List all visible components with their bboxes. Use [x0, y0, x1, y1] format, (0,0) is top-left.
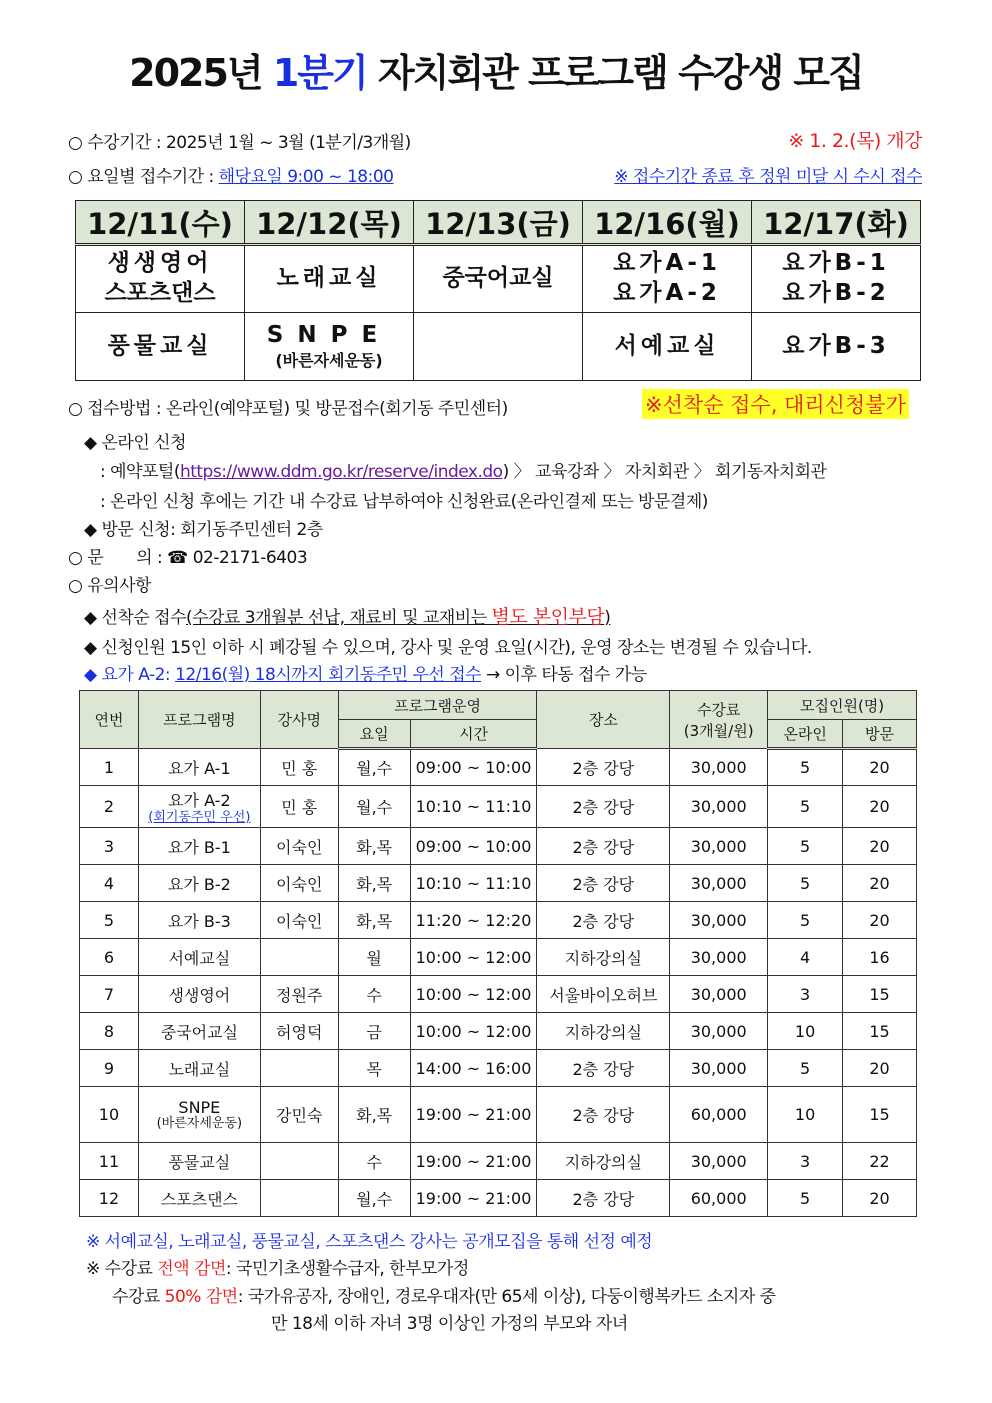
program-name-text: 요가 A-1 — [168, 758, 231, 778]
program-name-text: 스포츠댄스 — [160, 1189, 238, 1209]
day: 금 — [338, 1013, 410, 1050]
fee: 30,000 — [670, 902, 768, 939]
header-capacity: 모집인원(명) — [768, 691, 917, 720]
instructor: 이숙인 — [260, 828, 338, 865]
visit-capacity: 20 — [843, 786, 917, 828]
program-name — [138, 749, 260, 786]
schedule-cell: 중국어교실 — [414, 245, 583, 313]
program-name — [138, 902, 260, 939]
row-number: 4 — [80, 865, 139, 902]
instructor: 정원주 — [260, 976, 338, 1013]
schedule-cell — [414, 313, 583, 381]
program-name-text: 요가 B-3 — [167, 911, 231, 931]
time: 09:00 ~ 10:00 — [410, 828, 537, 865]
note-1-prefix: ◆ 선착순 접수 — [84, 608, 186, 628]
online-capacity: 3 — [768, 1143, 843, 1180]
program-name — [138, 1050, 260, 1087]
online-capacity: 5 — [768, 749, 843, 786]
time: 19:00 ~ 21:00 — [410, 1143, 537, 1180]
schedule-item-sub: (바른자세운동) — [275, 351, 383, 371]
program-name-text: 노래교실 — [168, 1059, 231, 1079]
f3-suffix: : 국가유공자, 장애인, 경로우대자(만 65세 이상), 다둥이행복카드 소지자 중 — [237, 1287, 776, 1307]
time: 19:00 ~ 21:00 — [410, 1087, 537, 1143]
day: 월,수 — [338, 786, 410, 828]
header-instructor: 강사명 — [260, 691, 338, 749]
program-name — [138, 939, 260, 976]
fee: 30,000 — [670, 1013, 768, 1050]
note-3-prefix: ◆ 요가 A-2: — [84, 665, 176, 685]
schedule-item: 요가A-1 — [613, 250, 721, 277]
place: 2층 강당 — [537, 902, 670, 939]
online-capacity: 10 — [768, 1013, 843, 1050]
row-number: 3 — [80, 828, 139, 865]
instructor — [260, 939, 338, 976]
time: 14:00 ~ 16:00 — [410, 1050, 537, 1087]
row-number: 9 — [80, 1050, 139, 1087]
reception-note: ※ 접수기간 종료 후 정원 미달 시 수시 접수 — [614, 167, 922, 187]
row-number: 12 — [80, 1180, 139, 1217]
footer-note-1: ※ 서예교실, 노래교실, 풍물교실, 스포츠댄스 강사는 공개모집을 통해 선정 예정 — [86, 1232, 653, 1252]
reception-value: 해당요일 9:00 ~ 18:00 — [218, 167, 394, 187]
schedule-cell — [76, 245, 245, 313]
program-name — [138, 828, 260, 865]
fee: 30,000 — [670, 1050, 768, 1087]
visit-capacity: 16 — [843, 939, 917, 976]
time: 10:00 ~ 12:00 — [410, 976, 537, 1013]
row-number: 10 — [80, 1087, 139, 1143]
instructor: 강민숙 — [260, 1087, 338, 1143]
f3-prefix: 수강료 — [112, 1287, 165, 1307]
visit-capacity: 15 — [843, 976, 917, 1013]
schedule-cell — [245, 313, 414, 381]
time: 11:20 ~ 12:20 — [410, 902, 537, 939]
place: 2층 강당 — [537, 1180, 670, 1217]
visit-capacity: 20 — [843, 1050, 917, 1087]
course-period: ○ 수강기간 : 2025년 1월 ~ 3월 (1분기/3개월) — [68, 133, 411, 153]
note-1-underlined — [186, 608, 610, 628]
f2-suffix: : 국민기초생활수급자, 한부모가정 — [225, 1259, 469, 1279]
place: 2층 강당 — [537, 786, 670, 828]
online-capacity: 5 — [768, 1050, 843, 1087]
row-number: 5 — [80, 902, 139, 939]
row-number: 2 — [80, 786, 139, 828]
visit-capacity: 15 — [843, 1013, 917, 1050]
schedule-table — [75, 200, 921, 381]
place: 2층 강당 — [537, 1050, 670, 1087]
time: 10:10 ~ 11:10 — [410, 786, 537, 828]
visit-capacity: 20 — [843, 749, 917, 786]
instructor: 허영덕 — [260, 1013, 338, 1050]
portal-line — [100, 457, 826, 482]
time: 10:00 ~ 12:00 — [410, 939, 537, 976]
footer-note-2 — [86, 1254, 469, 1279]
instructor: 이숙인 — [260, 902, 338, 939]
title-quarter: 1분기 — [272, 51, 367, 95]
fee: 30,000 — [670, 1143, 768, 1180]
instructor — [260, 1143, 338, 1180]
program-name-sub: (바른자세운동) — [156, 1115, 243, 1131]
reception-period — [68, 162, 393, 187]
program-name — [138, 976, 260, 1013]
time: 19:00 ~ 21:00 — [410, 1180, 537, 1217]
day: 화,목 — [338, 1087, 410, 1143]
schedule-item: 요가A-2 — [613, 280, 721, 306]
header-visit: 방문 — [843, 720, 917, 749]
instructor: 민 홍 — [260, 786, 338, 828]
fee: 60,000 — [670, 1180, 768, 1217]
schedule-cell — [583, 245, 752, 313]
fee: 30,000 — [670, 828, 768, 865]
visit-capacity: 20 — [843, 828, 917, 865]
schedule-item: 스포츠댄스 — [104, 280, 216, 306]
program-name — [138, 786, 260, 828]
schedule-item: 요가B-1 — [782, 250, 890, 277]
visit-application: ◆ 방문 신청: 회기동주민센터 2층 — [84, 520, 323, 540]
table-row — [80, 976, 917, 1013]
fee: 30,000 — [670, 786, 768, 828]
header-fee-sub: (3개월/원) — [683, 721, 754, 740]
schedule-header: 12/17(화) — [752, 201, 921, 245]
place: 지하강의실 — [537, 939, 670, 976]
portal-prefix: : 예약포털( — [100, 462, 180, 482]
f2-red: 전액 감면 — [157, 1259, 226, 1279]
table-row — [80, 749, 917, 786]
table-row — [80, 828, 917, 865]
fee: 30,000 — [670, 976, 768, 1013]
table-row — [80, 865, 917, 902]
day: 화,목 — [338, 828, 410, 865]
program-name-text: SNPE — [178, 1097, 221, 1117]
time: 10:10 ~ 11:10 — [410, 865, 537, 902]
online-capacity: 5 — [768, 865, 843, 902]
row-number: 6 — [80, 939, 139, 976]
note-2: ◆ 신청인원 15인 이하 시 폐강될 수 있으며, 강사 및 운영 요일(시간), 운영 장소는 변경될 수 있습니다. — [84, 638, 812, 658]
program-name — [138, 1180, 260, 1217]
table-row — [80, 1180, 917, 1217]
day: 수 — [338, 1143, 410, 1180]
note-1-text: (수강료 3개월분 선납, 재료비 및 교재비는 — [186, 608, 492, 628]
schedule-header: 12/16(월) — [583, 201, 752, 245]
header-day: 요일 — [338, 720, 410, 749]
schedule-item: 생생영어 — [107, 250, 213, 277]
title-rest: 자치회관 프로그램 수강생 모집 — [366, 51, 863, 95]
program-table — [79, 690, 917, 1217]
program-name-text: 풍물교실 — [168, 1152, 231, 1172]
online-capacity: 5 — [768, 1180, 843, 1217]
place: 지하강의실 — [537, 1143, 670, 1180]
header-place: 장소 — [537, 691, 670, 749]
program-name — [138, 865, 260, 902]
header-time: 시간 — [410, 720, 537, 749]
row-number: 7 — [80, 976, 139, 1013]
contact — [68, 543, 307, 568]
fee: 30,000 — [670, 865, 768, 902]
online-capacity: 3 — [768, 976, 843, 1013]
schedule-cell: 풍물교실 — [76, 313, 245, 381]
note-1-end: ) — [604, 608, 611, 628]
online-capacity: 5 — [768, 828, 843, 865]
time: 09:00 ~ 10:00 — [410, 749, 537, 786]
program-name — [138, 1013, 260, 1050]
f2-prefix: ※ 수강료 — [86, 1259, 158, 1279]
program-name-text: 생생영어 — [168, 985, 231, 1005]
program-name — [138, 1087, 260, 1143]
header-no: 연번 — [80, 691, 139, 749]
f3-red: 50% 감면 — [164, 1287, 238, 1307]
table-row — [80, 939, 917, 976]
note-3-underlined: 12/16(월) 18시까지 회기동주민 우선 접수 — [175, 665, 482, 685]
first-come-notice: ※선착순 접수, 대리신청불가 — [642, 389, 909, 419]
row-number: 8 — [80, 1013, 139, 1050]
title-year: 2025년 — [129, 51, 273, 95]
online-capacity: 5 — [768, 902, 843, 939]
day: 수 — [338, 976, 410, 1013]
place: 서울바이오허브 — [537, 976, 670, 1013]
place: 2층 강당 — [537, 1087, 670, 1143]
footer-note-4: 만 18세 이하 자녀 3명 이상인 가정의 부모와 자녀 — [271, 1314, 628, 1334]
online-capacity: 10 — [768, 1087, 843, 1143]
place: 지하강의실 — [537, 1013, 670, 1050]
program-name-text: 요가 A-2 — [168, 790, 231, 810]
header-fee — [670, 691, 768, 749]
note-3-suffix: → 이후 타동 접수 가능 — [481, 665, 647, 685]
time: 10:00 ~ 12:00 — [410, 1013, 537, 1050]
schedule-cell: 요가B-3 — [752, 313, 921, 381]
table-row — [80, 1087, 917, 1143]
schedule-item: 요가B-2 — [782, 280, 890, 306]
header-fee-label: 수강료 — [696, 700, 741, 719]
visit-capacity: 22 — [843, 1143, 917, 1180]
instructor: 이숙인 — [260, 865, 338, 902]
schedule-header: 12/12(목) — [245, 201, 414, 245]
online-capacity: 5 — [768, 786, 843, 828]
day: 화,목 — [338, 865, 410, 902]
footer-note-3 — [112, 1282, 776, 1307]
contact-phone: ☎ 02-2171-6403 — [167, 548, 308, 568]
table-row — [80, 1143, 917, 1180]
program-name-text: 요가 B-2 — [167, 874, 231, 894]
header-name: 프로그램명 — [138, 691, 260, 749]
online-title: ◆ 온라인 신청 — [84, 433, 186, 453]
schedule-item: SNPE — [266, 322, 392, 349]
table-row — [80, 786, 917, 828]
notes-title: ○ 유의사항 — [68, 576, 151, 596]
fee: 30,000 — [670, 939, 768, 976]
program-name-text: 중국어교실 — [160, 1022, 238, 1042]
portal-path: ) 〉 교육강좌 〉 자치회관 〉 회기동자치회관 — [502, 462, 827, 482]
schedule-cell: 노래교실 — [245, 245, 414, 313]
schedule-cell — [752, 245, 921, 313]
program-name-text: 서예교실 — [168, 948, 231, 968]
fee: 60,000 — [670, 1087, 768, 1143]
header-operation: 프로그램운영 — [338, 691, 537, 720]
table-row — [80, 1050, 917, 1087]
place: 2층 강당 — [537, 749, 670, 786]
note-3 — [84, 660, 647, 685]
day: 화,목 — [338, 902, 410, 939]
page-title — [0, 42, 992, 97]
place: 2층 강당 — [537, 865, 670, 902]
visit-capacity: 20 — [843, 902, 917, 939]
row-number: 11 — [80, 1143, 139, 1180]
contact-label: ○ 문 의 : — [68, 548, 168, 568]
note-1 — [84, 602, 610, 629]
place: 2층 강당 — [537, 828, 670, 865]
row-number: 1 — [80, 749, 139, 786]
reception-label: ○ 요일별 접수기간 : — [68, 167, 219, 187]
instructor — [260, 1180, 338, 1217]
opening-date: ※ 1. 2.(목) 개강 — [788, 130, 922, 152]
online-capacity: 4 — [768, 939, 843, 976]
visit-capacity: 20 — [843, 1180, 917, 1217]
header-online: 온라인 — [768, 720, 843, 749]
fee: 30,000 — [670, 749, 768, 786]
visit-capacity: 15 — [843, 1087, 917, 1143]
schedule-cell: 서예교실 — [583, 313, 752, 381]
schedule-header: 12/11(수) — [76, 201, 245, 245]
instructor: 민 홍 — [260, 749, 338, 786]
day: 월,수 — [338, 749, 410, 786]
visit-capacity: 20 — [843, 865, 917, 902]
program-name-sub: (회기동주민 우선) — [148, 809, 251, 825]
program-name — [138, 1143, 260, 1180]
program-name-text: 요가 B-1 — [167, 837, 231, 857]
table-row — [80, 1013, 917, 1050]
day: 월 — [338, 939, 410, 976]
instructor — [260, 1050, 338, 1087]
day: 목 — [338, 1050, 410, 1087]
schedule-header: 12/13(금) — [414, 201, 583, 245]
note-1-red: 별도 본인부담 — [491, 606, 605, 628]
day: 월,수 — [338, 1180, 410, 1217]
portal-link[interactable]: https://www.ddm.go.kr/reserve/index.do — [179, 462, 503, 482]
online-note: : 온라인 신청 후에는 기간 내 수강료 납부하여야 신청완료(온라인결제 또는 방문결제) — [100, 492, 708, 512]
table-row — [80, 902, 917, 939]
application-method: ○ 접수방법 : 온라인(예약포털) 및 방문접수(회기동 주민센터) — [68, 399, 508, 419]
